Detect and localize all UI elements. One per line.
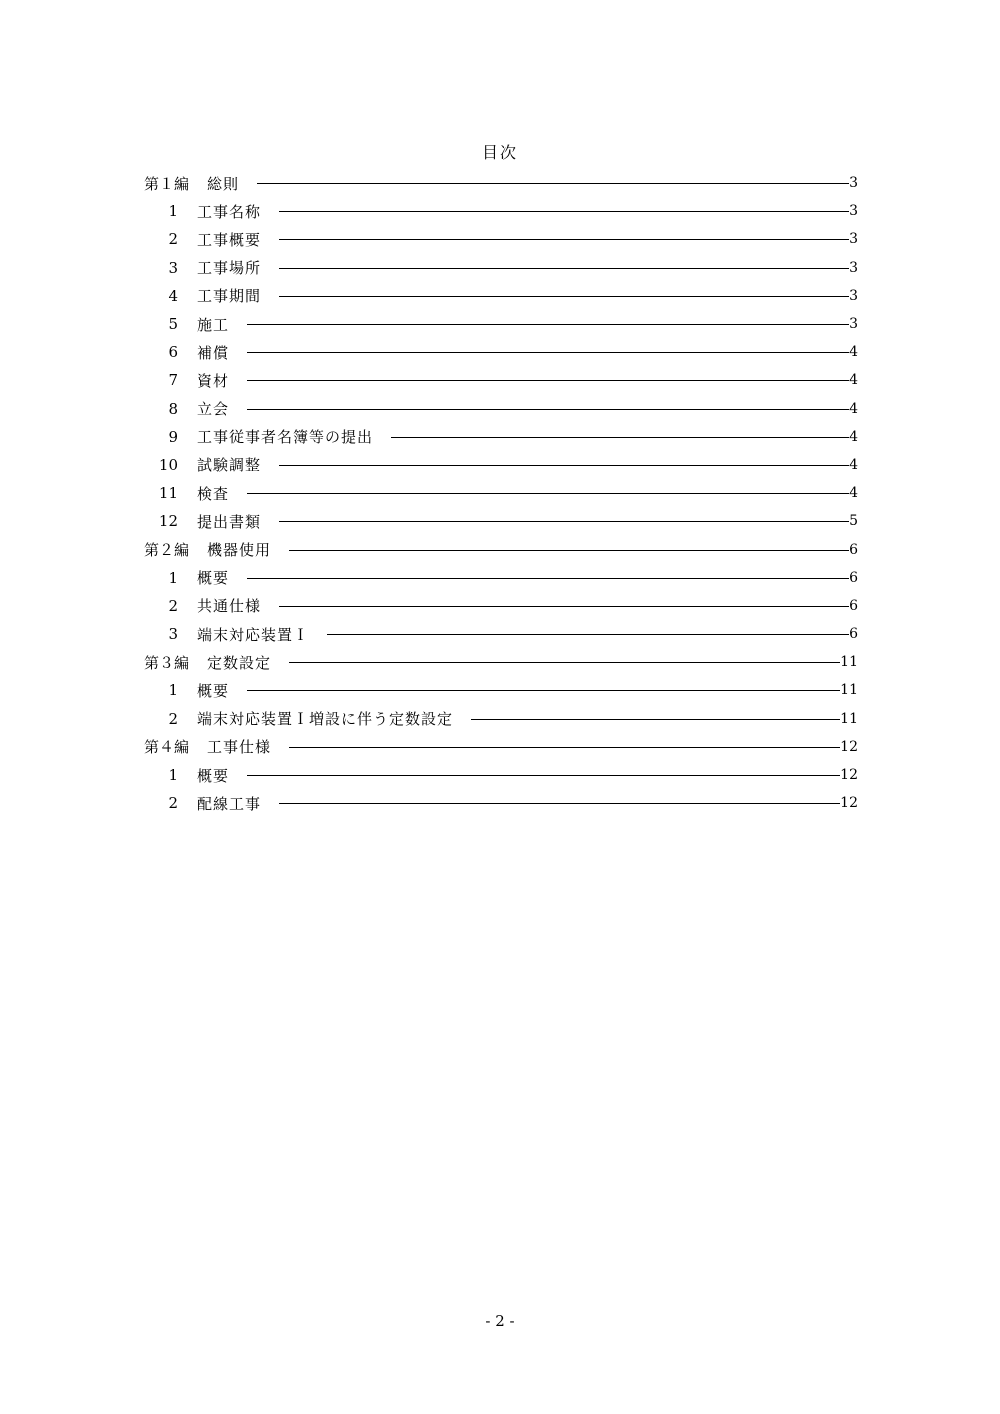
toc-entry-page: 3	[849, 203, 858, 220]
toc-leader-line	[247, 324, 849, 325]
toc-leader-line	[279, 296, 849, 297]
toc-entry-page: 11	[840, 654, 858, 671]
toc-section-entry[interactable]	[144, 338, 858, 366]
toc-entry-number: 1	[168, 202, 178, 221]
toc-leader-line	[279, 521, 849, 522]
toc-entry-number: 8	[168, 399, 178, 418]
toc-entry-page: 5	[849, 513, 858, 530]
toc-leader-line	[279, 465, 849, 466]
toc-entry-number: 第４編	[144, 738, 190, 757]
toc-entry-number: 2	[168, 794, 178, 813]
toc-entry-page: 4	[849, 372, 858, 389]
toc-leader-line	[279, 239, 849, 240]
toc-section-entry[interactable]	[144, 254, 858, 282]
toc-entry-page: 3	[849, 175, 858, 192]
toc-entry-number: 3	[168, 258, 178, 277]
toc-entry-page: 4	[849, 400, 858, 417]
toc-entry-label: 共通仕様	[197, 597, 262, 616]
toc-leader-line	[289, 747, 840, 748]
toc-entry-label: 工事仕様	[207, 738, 272, 757]
toc-entry-number: 7	[168, 371, 178, 390]
toc-entry-label: 総則	[207, 174, 240, 193]
toc-leader-line	[279, 268, 849, 269]
toc-entry-label: 端末対応装置Ｉ	[197, 625, 310, 644]
toc-entry-label: 端末対応装置Ｉ増設に伴う定数設定	[197, 710, 454, 729]
toc-entry-page: 4	[849, 456, 858, 473]
toc-section-entry[interactable]	[144, 366, 858, 394]
toc-entry-label: 提出書類	[197, 512, 262, 531]
toc-entry-number: 11	[158, 484, 178, 503]
toc-entry-label: 工事従事者名簿等の提出	[197, 428, 374, 447]
toc-entry-label: 機器使用	[207, 541, 272, 560]
toc-leader-line	[279, 803, 840, 804]
toc-section-entry[interactable]	[144, 676, 858, 704]
toc-entry-label: 補償	[197, 343, 230, 362]
toc-entry-label: 定数設定	[207, 653, 272, 672]
toc-entry-number: 4	[168, 286, 178, 305]
toc-entry-label: 概要	[197, 569, 230, 588]
toc-entry-page: 12	[840, 795, 858, 812]
toc-section-entry[interactable]	[144, 761, 858, 789]
toc-entry-label: 工事名称	[197, 202, 262, 221]
toc-entry-page: 4	[849, 428, 858, 445]
toc-entry-label: 配線工事	[197, 794, 262, 813]
toc-entry-page: 6	[849, 569, 858, 586]
toc-part-entry[interactable]	[144, 733, 858, 761]
toc-entry-number: 第１編	[144, 174, 190, 193]
page-number: - 2 -	[485, 1312, 515, 1330]
toc-entry-page: 4	[849, 344, 858, 361]
toc-section-entry[interactable]	[144, 310, 858, 338]
toc-entry-page: 6	[849, 597, 858, 614]
toc-entry-label: 資材	[197, 371, 230, 390]
toc-section-entry[interactable]	[144, 705, 858, 733]
toc-leader-line	[391, 437, 849, 438]
toc-entry-page: 12	[840, 738, 858, 755]
toc-section-entry[interactable]	[144, 507, 858, 535]
toc-title: 目次	[481, 143, 518, 162]
toc-leader-line	[471, 719, 840, 720]
toc-entry-label: 工事場所	[197, 259, 262, 278]
toc-entry-number: 12	[158, 512, 178, 531]
toc-entry-label: 概要	[197, 766, 230, 785]
toc-entry-number: 1	[168, 568, 178, 587]
toc-entry-number: 2	[168, 230, 178, 249]
toc-entry-number: 9	[168, 427, 178, 446]
toc-section-entry[interactable]	[144, 197, 858, 225]
toc-leader-line	[279, 211, 849, 212]
toc-section-entry[interactable]	[144, 395, 858, 423]
toc-leader-line	[247, 578, 849, 579]
toc-entry-page: 3	[849, 287, 858, 304]
toc-entry-number: 2	[168, 596, 178, 615]
toc-entry-number: 1	[168, 766, 178, 785]
toc-section-entry[interactable]	[144, 451, 858, 479]
toc-part-entry[interactable]	[144, 648, 858, 676]
toc-entry-label: 検査	[197, 484, 230, 503]
toc-entry-number: 6	[168, 343, 178, 362]
toc-leader-line	[289, 662, 840, 663]
toc-entry-label: 立会	[197, 400, 230, 419]
toc-leader-line	[247, 775, 840, 776]
toc-entry-number: 3	[168, 625, 178, 644]
toc-leader-line	[247, 409, 849, 410]
toc-entry-label: 工事期間	[197, 287, 262, 306]
toc-leader-line	[247, 493, 849, 494]
toc-leader-line	[289, 550, 849, 551]
toc-section-entry[interactable]	[144, 564, 858, 592]
toc-leader-line	[247, 352, 849, 353]
toc-entry-number: 5	[168, 315, 178, 334]
toc-entry-page: 11	[840, 710, 858, 727]
toc-part-entry[interactable]	[144, 535, 858, 563]
toc-section-entry[interactable]	[144, 479, 858, 507]
toc-leader-line	[247, 380, 849, 381]
toc-entry-label: 施工	[197, 315, 230, 334]
toc-entry-number: 第３編	[144, 653, 190, 672]
toc-entry-page: 11	[840, 682, 858, 699]
toc-entry-label: 試験調整	[197, 456, 262, 475]
toc-entry-page: 3	[849, 259, 858, 276]
toc-entry-number: 10	[158, 455, 178, 474]
toc-entry-page: 6	[849, 541, 858, 558]
toc-entry-number: 1	[168, 681, 178, 700]
toc-part-entry[interactable]	[144, 169, 858, 197]
toc-section-entry[interactable]	[144, 282, 858, 310]
toc-leader-line	[257, 183, 849, 184]
toc-section-entry[interactable]	[144, 225, 858, 253]
toc-section-entry[interactable]	[144, 423, 858, 451]
toc-leader-line	[327, 634, 849, 635]
toc-entry-number: 2	[168, 709, 178, 728]
toc-entry-page: 3	[849, 316, 858, 333]
toc-section-entry[interactable]	[144, 620, 858, 648]
toc-entry-page: 3	[849, 231, 858, 248]
toc-section-entry[interactable]	[144, 592, 858, 620]
toc-entry-page: 4	[849, 485, 858, 502]
toc-entry-label: 工事概要	[197, 230, 262, 249]
toc-leader-line	[247, 690, 840, 691]
toc-entry-number: 第２編	[144, 541, 190, 560]
toc-entry-page: 12	[840, 767, 858, 784]
table-of-contents	[144, 169, 858, 817]
toc-entry-label: 概要	[197, 681, 230, 700]
toc-section-entry[interactable]	[144, 789, 858, 817]
toc-entry-page: 6	[849, 626, 858, 643]
toc-leader-line	[279, 606, 849, 607]
